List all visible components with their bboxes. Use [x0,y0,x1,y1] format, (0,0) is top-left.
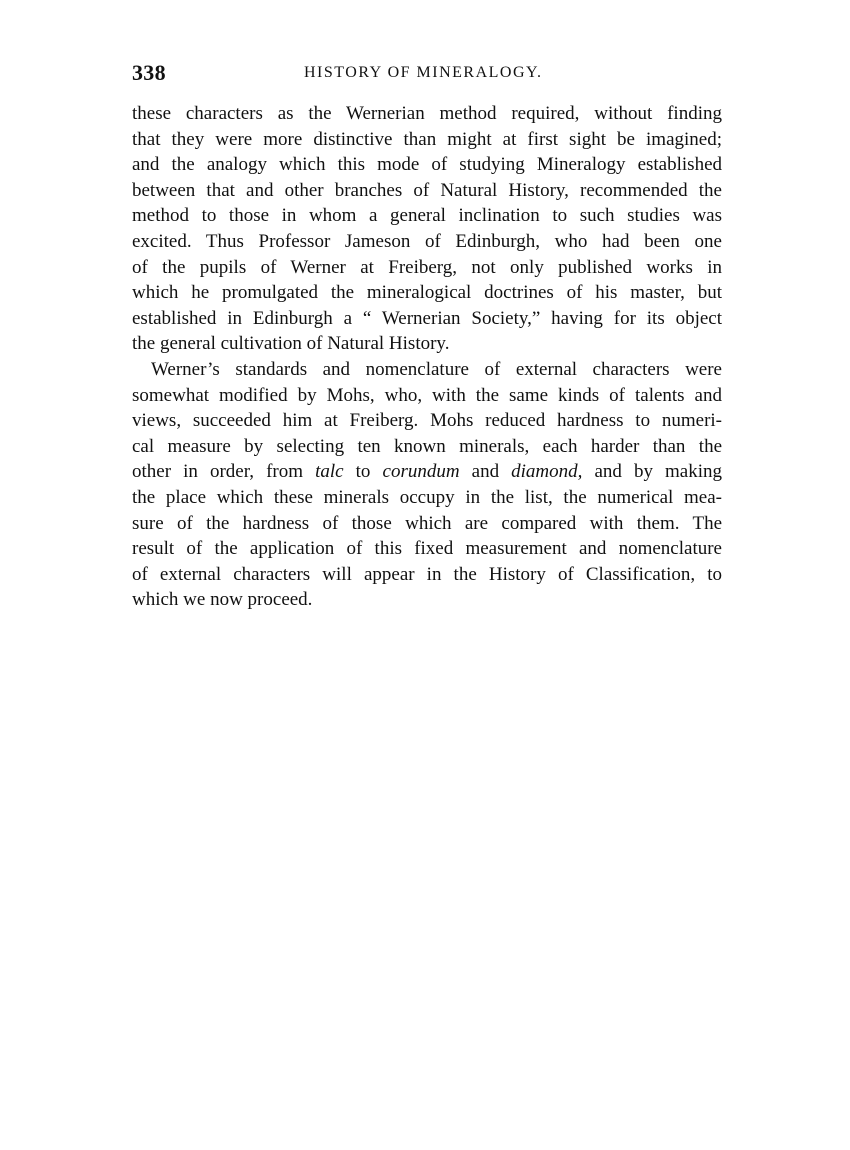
text-line: of external characters will appear in the History of Classification, to [132,563,722,585]
text-segment: and by making [582,461,723,483]
text-segment: to [343,461,383,483]
text-line-with-italics [132,459,722,485]
paragraph [132,101,722,357]
text-segment: and [459,461,512,483]
text-line: that they were more distinctive than might at first sight be imagined; [132,128,722,150]
text-line: excited. Thus Professor Jameson of Edinburgh, who had been one [132,230,722,252]
text-line: which we now proceed. [132,589,313,611]
text-line: the general cultivation of Natural History. [132,333,450,355]
paragraph [132,357,722,613]
body-text [132,101,722,613]
text-line: Werner’s standards and nomenclature of external characters were [151,358,722,380]
text-line: established in Edinburgh a “ Wernerian Society,” having for its object [132,307,722,329]
running-title: HISTORY OF MINERALOGY. [304,64,543,81]
text-line: views, succeeded him at Freiberg. Mohs reduced hardness to numeri- [132,410,722,432]
text-line: result of the application of this fixed measurement and nomenclature [132,538,722,560]
running-head [132,58,722,88]
text-line: these characters as the Wernerian method required, without finding [132,103,722,124]
text-segment: other in order, from [132,461,316,483]
text-line: of the pupils of Werner at Freiberg, not only published works in [132,256,722,278]
text-line: and the analogy which this mode of studying Mineralogy established [132,154,722,176]
text-line: somewhat modified by Mohs, who, with the same kinds of talents and [132,384,722,406]
text-line: cal measure by selecting ten known minerals, each harder than the [132,435,722,457]
text-line: the place which these minerals occupy in the list, the numerical mea- [132,486,722,508]
text-line: between that and other branches of Natural History, recommended the [132,179,722,201]
text-line: which he promulgated the mineralogical doctrines of his master, but [132,282,722,304]
page-number: 338 [132,60,166,85]
text-line: method to those in whom a general inclination to such studies was [132,205,722,227]
italic-term-talc: talc [315,461,344,483]
italic-term-diamond: diamond, [511,461,583,483]
italic-term-corundum: corundum [382,461,460,483]
text-line: sure of the hardness of those which are compared with them. The [132,512,722,534]
